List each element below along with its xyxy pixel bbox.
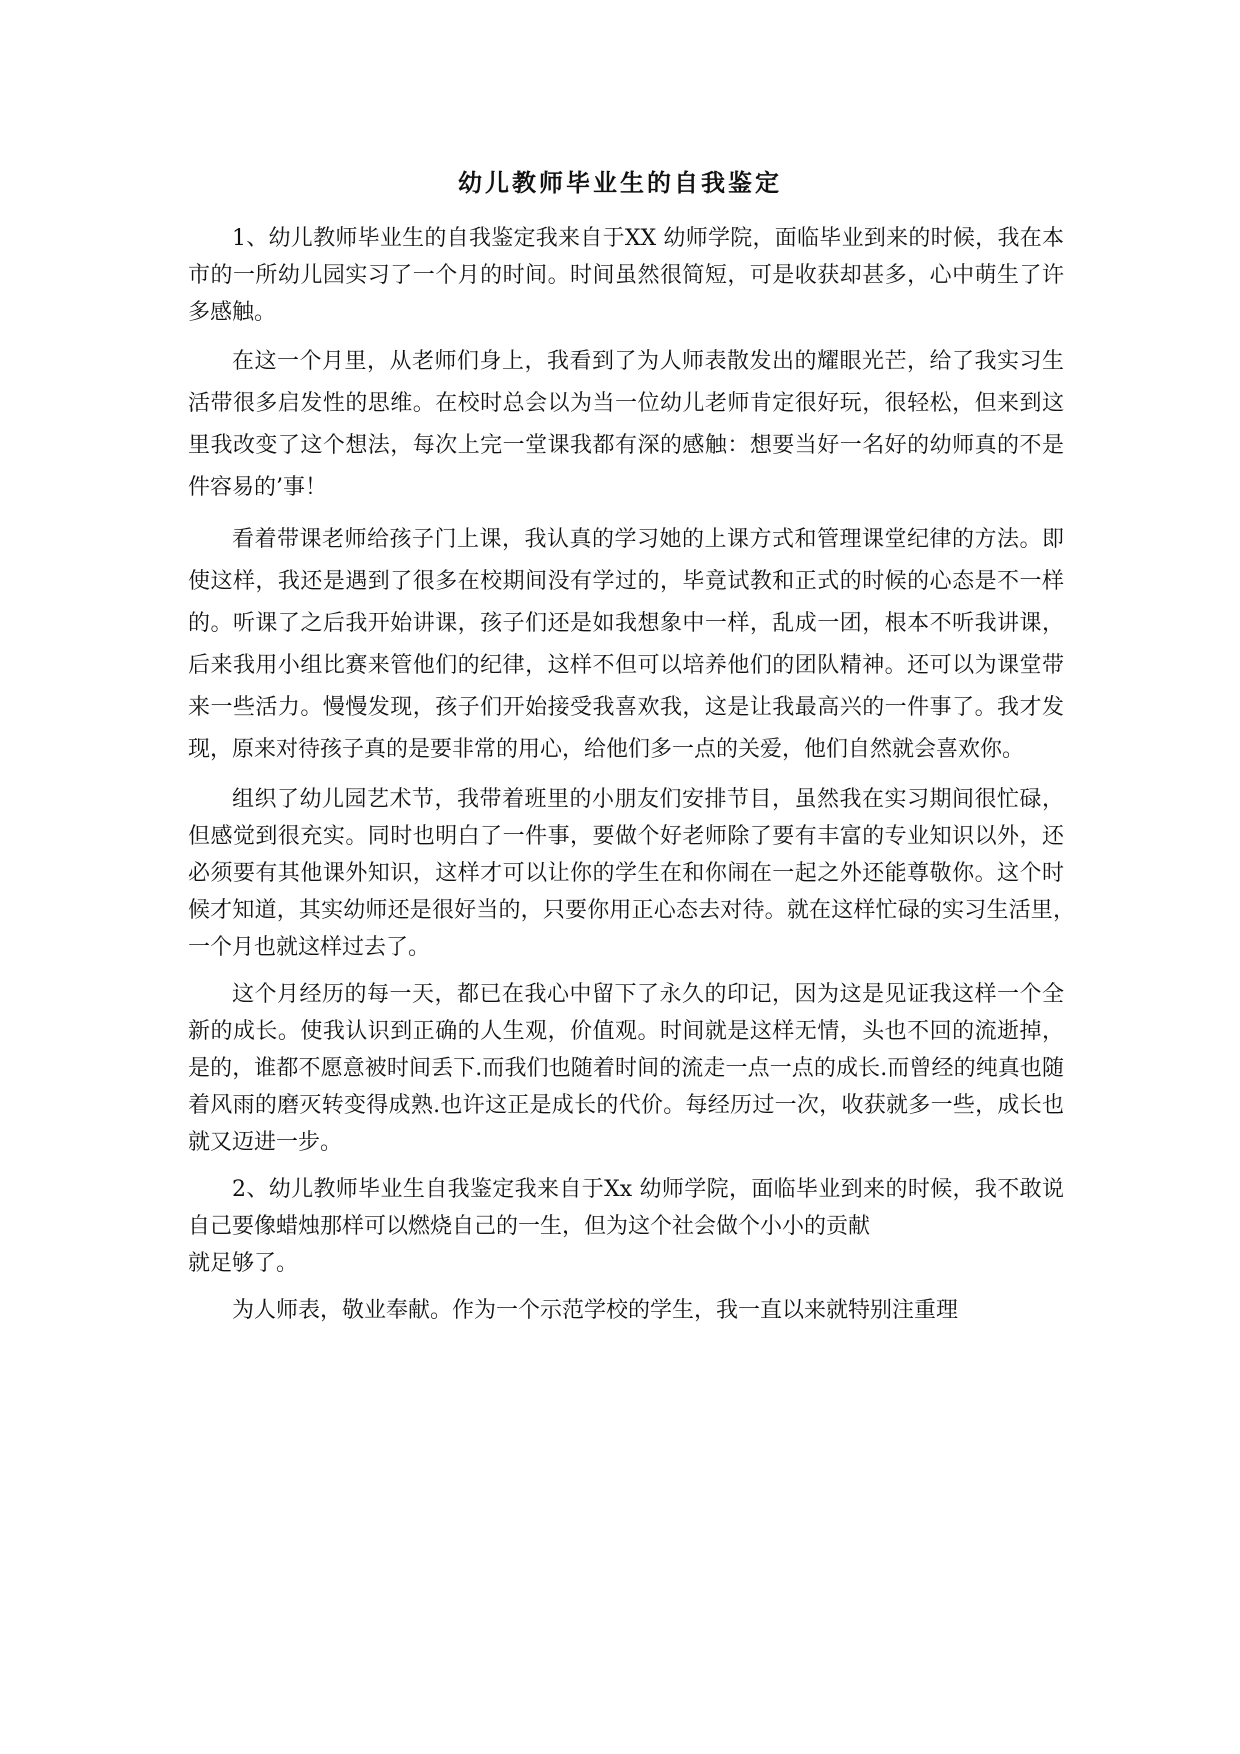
document-body: [188, 220, 1087, 1329]
paragraph: 1、幼儿教师毕业生的自我鉴定我来自于XX 幼师学院，面临毕业到来的时候，我在本市的一所幼儿园实习了一个月的时间。时间虽然很简短，可是收获却甚多，心中萌生了许多感触。: [188, 226, 1064, 325]
document-title: 幼儿教师毕业生的自我鉴定: [458, 168, 782, 197]
paragraph: 2、幼儿教师毕业生自我鉴定我来自于Xx 幼师学院，面临毕业到来的时候，我不敢说自己要像蜡烛那样可以燃烧自己的一生，但为这个社会做个小小的贡献: [188, 1177, 1064, 1239]
paragraph-continuation: 就足够了。: [188, 1251, 299, 1276]
paragraph: 这个月经历的每一天，都已在我心中留下了永久的印记，因为这是见证我这样一个全新的成长。使我认识到正确的人生观，价值观。时间就是这样无情，头也不回的流逝掉，是的，谁都不愿意被时间丢下.而我们也随着时间的流走一点一点的成长.而曾经的纯真也随着风雨的磨灭转变得成熟.也许这正是成长的代价。每经历过一次，收获就多一些，成长也就又迈进一步。: [188, 982, 1064, 1155]
paragraph: 看着带课老师给孩子门上课，我认真的学习她的上课方式和管理课堂纪律的方法。即使这样，我还是遇到了很多在校期间没有学过的，毕竟试教和正式的时候的心态是不一样的。听课了之后我开始讲课，孩子们还是如我想象中一样，乱成一团，根本不听我讲课，后来我用小组比赛来管他们的纪律，这样不但可以培养他们的团队精神。还可以为课堂带来一些活力。慢慢发现，孩子们开始接受我喜欢我，这是让我最高兴的一件事了。我才发现，原来对待孩子真的是要非常的用心，给他们多一点的关爱，他们自然就会喜欢你。: [188, 527, 1064, 762]
paragraph: 为人师表，敬业奉献。作为一个示范学校的学生，我一直以来就特别注重理: [232, 1298, 959, 1323]
paragraph: 在这一个月里，从老师们身上，我看到了为人师表散发出的耀眼光芒，给了我实习生活带很多启发性的思维。在校时总会以为当一位幼儿老师肯定很好玩，很轻松，但来到这里我改变了这个想法，每次上完一堂课我都有深的感触：想要当好一名好的幼师真的不是件容易的’事！: [188, 349, 1064, 500]
paragraph: 组织了幼儿园艺术节，我带着班里的小朋友们安排节目，虽然我在实习期间很忙碌，但感觉到很充实。同时也明白了一件事，要做个好老师除了要有丰富的专业知识以外，还必须要有其他课外知识，这样才可以让你的学生在和你闹在一起之外还能尊敬你。这个时候才知道，其实幼师还是很好当的，只要你用正心态去对待。就在这样忙碌的实习生活里， 一个月也就这样过去了。: [188, 787, 1087, 960]
